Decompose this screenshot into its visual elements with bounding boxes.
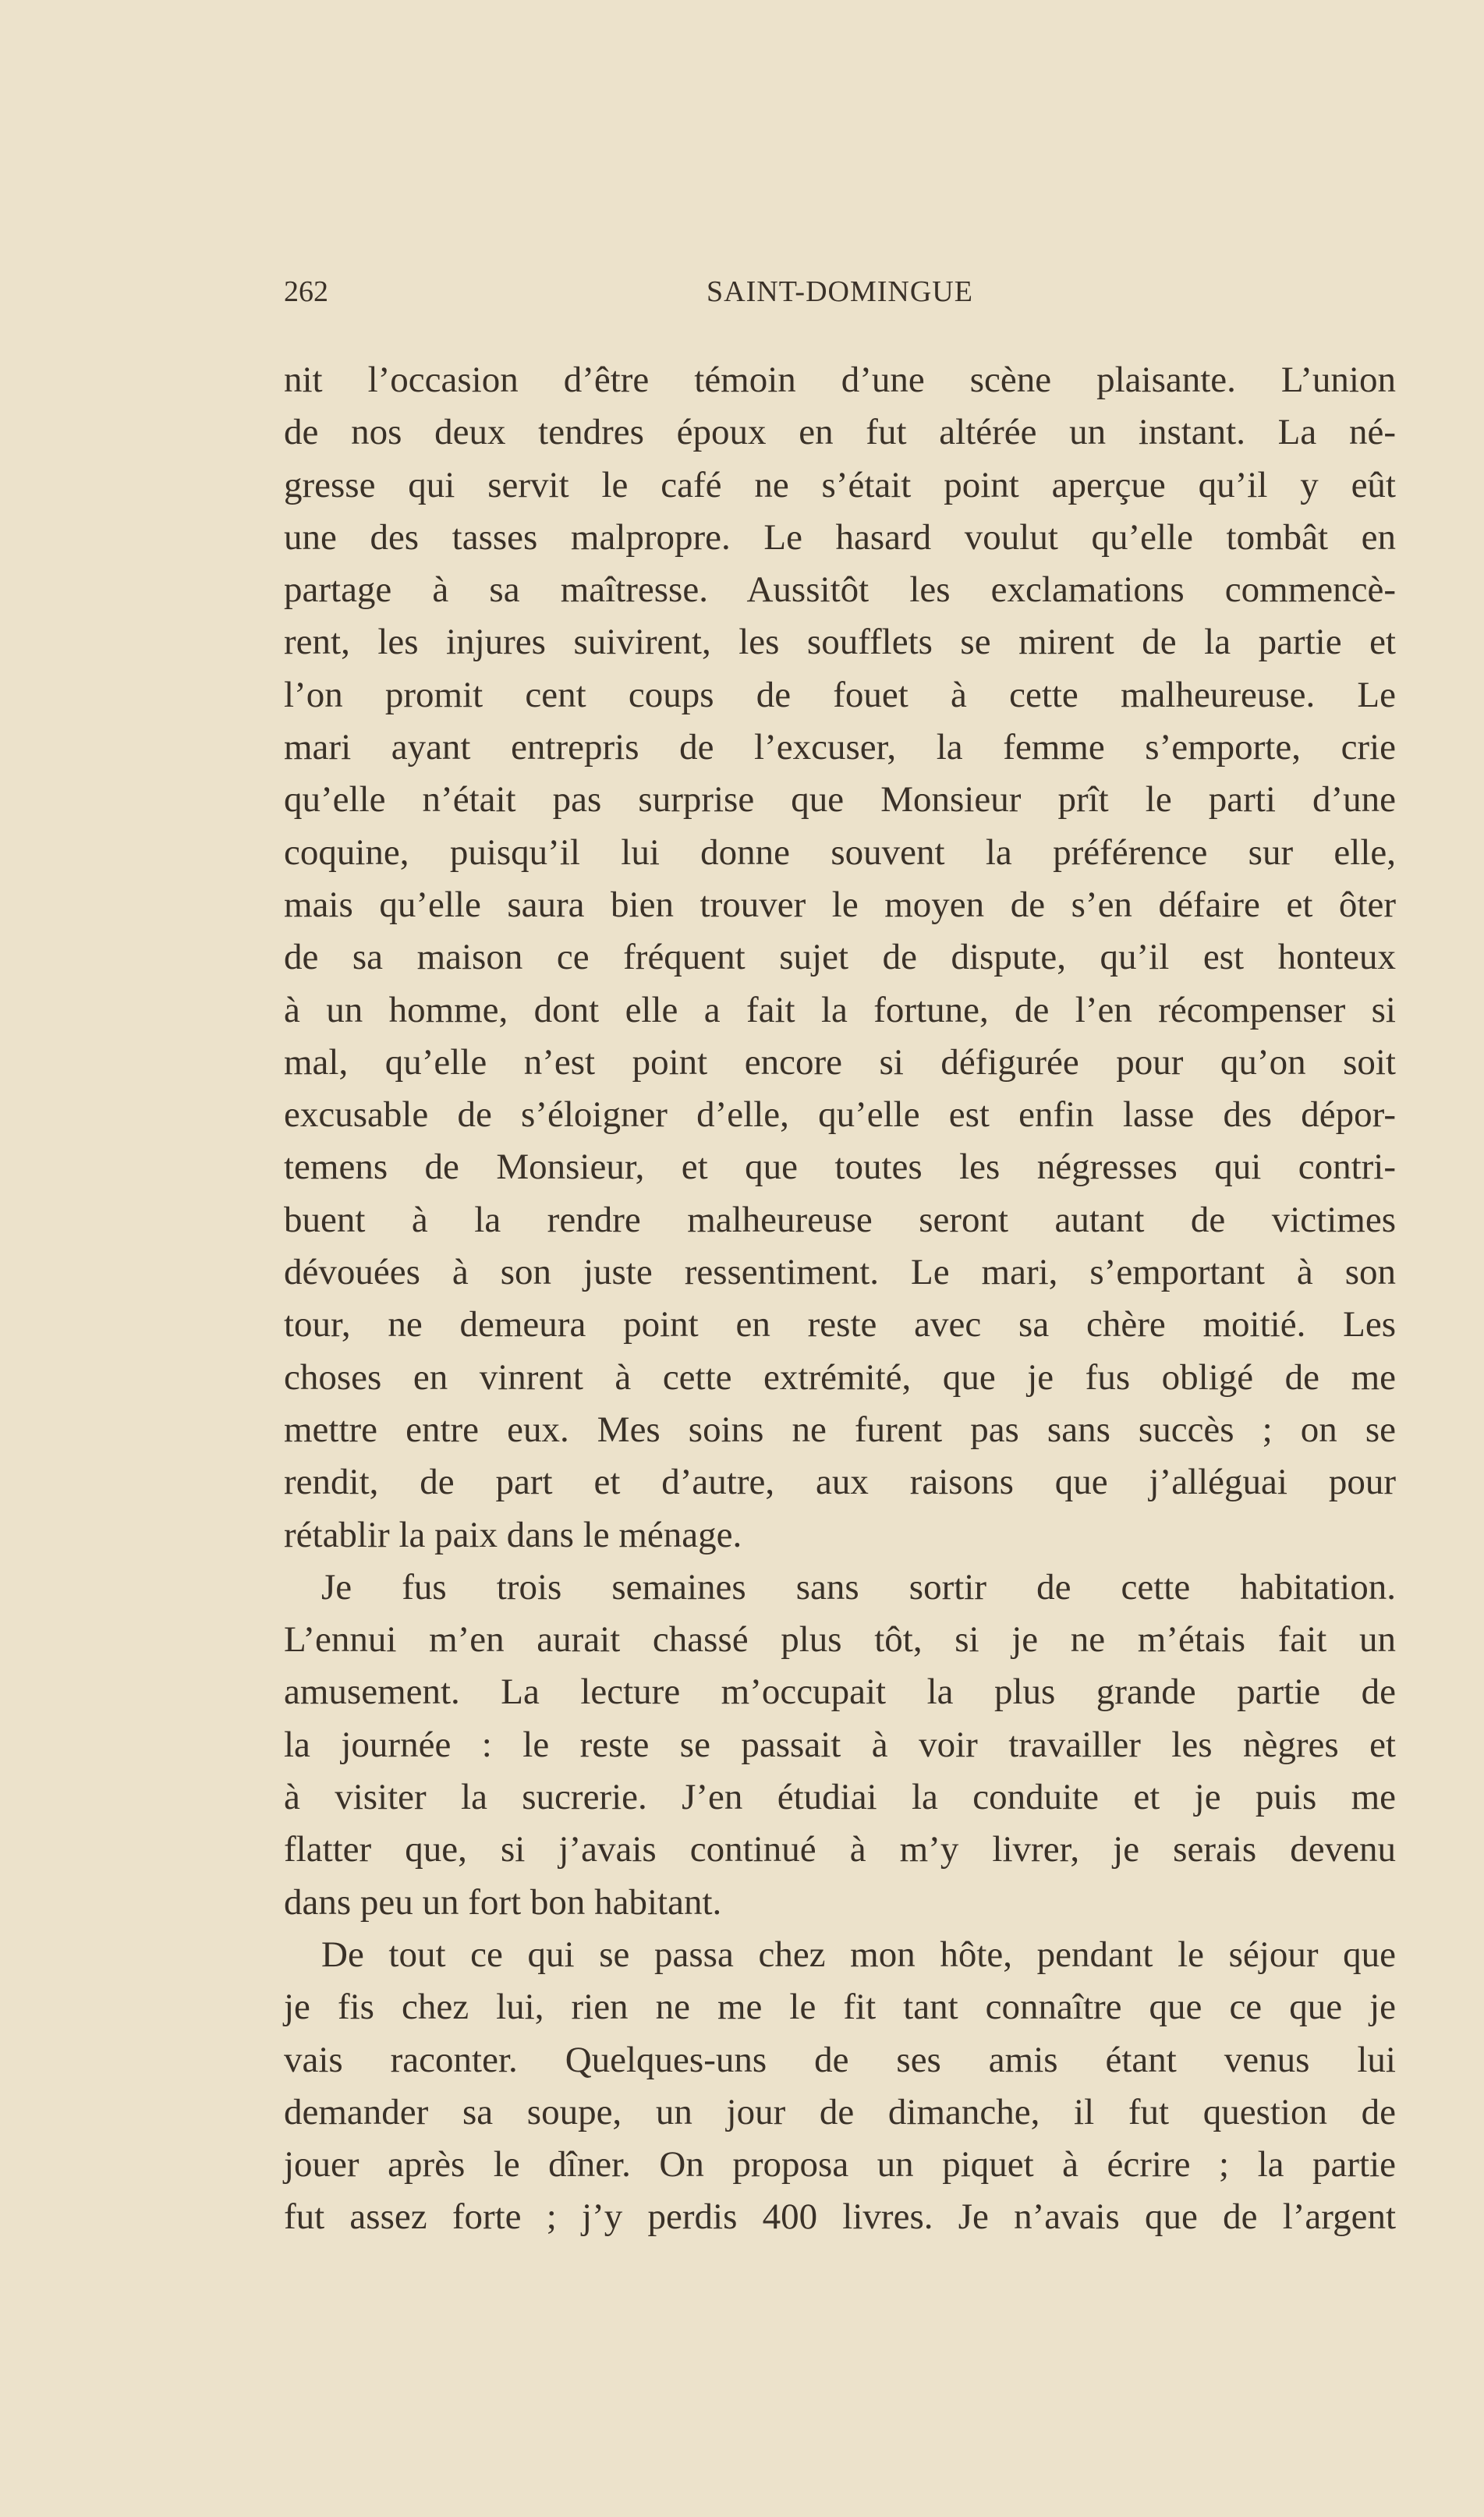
running-title: SAINT-DOMINGUE xyxy=(707,275,973,308)
page-number: 262 xyxy=(284,275,328,308)
text-line: partage à sa maîtresse. Aussitôt les exclamations commencè- xyxy=(284,569,1396,611)
text-line: je fis chez lui, rien ne me le fit tant connaître que ce que je xyxy=(284,1987,1396,2028)
text-line: buent à la rendre malheureuse seront autant de victimes xyxy=(284,1199,1396,1240)
text-line: mari ayant entrepris de l’excuser, la femme s’emporte, crie xyxy=(284,727,1396,768)
paragraph xyxy=(284,1929,1396,2244)
text-line: demander sa soupe, un jour de dimanche, il fut question de xyxy=(284,2091,1396,2132)
text-line: choses en vinrent à cette extrémité, que je fus obligé de me xyxy=(284,1356,1396,1398)
text-line: dans peu un fort bon habitant. xyxy=(284,1881,722,1923)
page-header xyxy=(284,275,1396,321)
text-line: dévouées à son juste ressentiment. Le mari, s’emportant à son xyxy=(284,1252,1396,1293)
text-line: gresse qui servit le café ne s’était point aperçue qu’il y eût xyxy=(284,464,1396,505)
text-line: temens de Monsieur, et que toutes les négresses qui contri- xyxy=(284,1147,1396,1188)
paragraph xyxy=(284,354,1396,1562)
text-line: de sa maison ce fréquent sujet de dispute, qu’il est honteux xyxy=(284,937,1396,978)
text-line: rétablir la paix dans le ménage. xyxy=(284,1514,742,1555)
text-line: rendit, de part et d’autre, aux raisons que j’alléguai pour xyxy=(284,1462,1396,1503)
text-line: L’ennui m’en aurait chassé plus tôt, si je ne m’étais fait un xyxy=(284,1619,1396,1661)
text-line: mais qu’elle saura bien trouver le moyen de s’en défaire et ôter xyxy=(284,884,1396,925)
text-line: De tout ce qui se passa chez mon hôte, pendant le séjour que xyxy=(321,1934,1396,1975)
text-line: jouer après le dîner. On proposa un piquet à écrire ; la partie xyxy=(284,2144,1396,2186)
text-line: tour, ne demeura point en reste avec sa chère moitié. Les xyxy=(284,1304,1396,1345)
paragraph xyxy=(284,1562,1396,1929)
text-line: fut assez forte ; j’y perdis 400 livres. Je n’avais que de l’argent xyxy=(284,2196,1396,2238)
text-line: amusement. La lecture m’occupait la plus grande partie de xyxy=(284,1672,1396,1713)
text-line: la journée : le reste se passait à voir travailler les nègres et xyxy=(284,1724,1396,1765)
text-line: coquine, puisqu’il lui donne souvent la préférence sur elle, xyxy=(284,831,1396,873)
text-line: qu’elle n’était pas surprise que Monsieur prît le parti d’une xyxy=(284,779,1396,821)
text-line: mal, qu’elle n’est point encore si défigurée pour qu’on soit xyxy=(284,1041,1396,1083)
text-line: excusable de s’éloigner d’elle, qu’elle est enfin lasse des dépor- xyxy=(284,1094,1396,1136)
text-line: à un homme, dont elle a fait la fortune, de l’en récompenser si xyxy=(284,989,1396,1030)
text-line: l’on promit cent coups de fouet à cette malheureuse. Le xyxy=(284,674,1396,715)
text-line: de nos deux tendres époux en fut altérée un instant. La né- xyxy=(284,412,1396,453)
text-line: Je fus trois semaines sans sortir de cette habitation. xyxy=(321,1566,1396,1608)
text-line: nit l’occasion d’être témoin d’une scène plaisante. L’union xyxy=(284,360,1396,400)
text-line: rent, les injures suivirent, les soufflets se mirent de la partie et xyxy=(284,622,1396,663)
text-line: mettre entre eux. Mes soins ne furent pas sans succès ; on se xyxy=(284,1409,1396,1450)
text-line: flatter que, si j’avais continué à m’y livrer, je serais devenu xyxy=(284,1829,1396,1870)
text-line: à visiter la sucrerie. J’en étudiai la conduite et je puis me xyxy=(284,1777,1396,1818)
text-line: une des tasses malpropre. Le hasard voulut qu’elle tombât en xyxy=(284,516,1396,558)
text-line: vais raconter. Quelques-uns de ses amis étant venus lui xyxy=(284,2039,1396,2080)
page-body xyxy=(284,354,1396,2244)
